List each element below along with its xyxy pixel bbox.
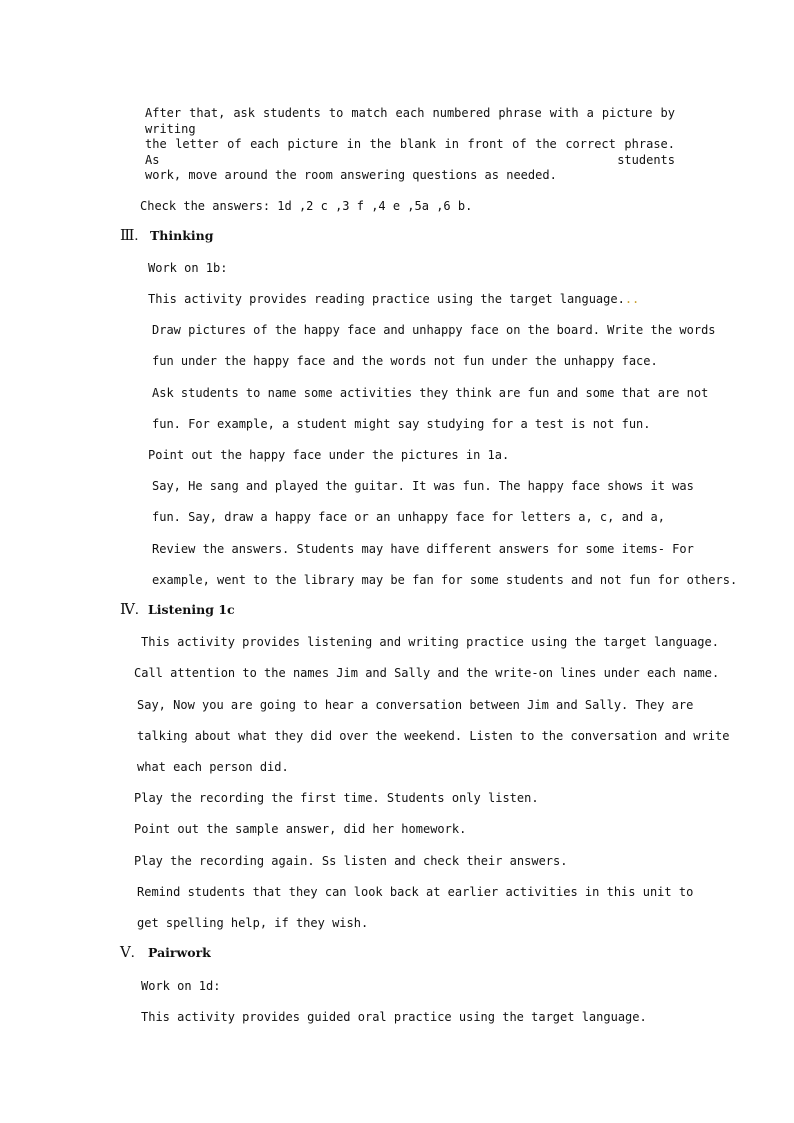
text-line: fun under the happy face and the words not fun under the unhappy face. [152, 354, 658, 368]
section-heading-listening [120, 602, 235, 618]
text-line: Say, Now you are going to hear a conversation between Jim and Sally. They are [137, 698, 694, 712]
text-line: Play the recording again. Ss listen and check their answers. [134, 854, 568, 868]
text-line: the letter of each picture in the blank in front of the correct phrase. As students [145, 137, 675, 167]
text-line: After that, ask students to match each numbered phrase with a picture by writing [145, 106, 675, 136]
section-number: Ⅴ. [120, 945, 135, 961]
text-line: This activity provides guided oral practice using the target language. [141, 1010, 647, 1024]
section-heading-pairwork [120, 945, 211, 961]
text-line: Say, He sang and played the guitar. It was fun. The happy face shows it was [152, 479, 694, 493]
section-heading-thinking [120, 228, 213, 244]
text-line: work, move around the room answering questions as needed. [145, 168, 557, 182]
section-title: Pairwork [148, 945, 211, 960]
text-line-content: This activity provides reading practice using the target language. [148, 292, 625, 306]
text-line: Call attention to the names Jim and Sally and the write-on lines under each name. [134, 666, 720, 680]
text-line [148, 291, 639, 307]
section-title: Thinking [150, 228, 214, 243]
text-line: Check the answers: 1d ,2 c ,3 f ,4 e ,5a ,6 b. [140, 199, 473, 213]
text-line: Point out the sample answer, did her homework. [134, 822, 467, 836]
text-line: Draw pictures of the happy face and unhappy face on the board. Write the words [152, 323, 716, 337]
section-number: Ⅲ. [120, 228, 139, 244]
text-line: talking about what they did over the weekend. Listen to the conversation and write [137, 729, 730, 743]
text-line: This activity provides listening and writing practice using the target language. [141, 635, 719, 649]
text-line: Ask students to name some activities they think are fun and some that are not [152, 386, 709, 400]
text-line: Play the recording the first time. Students only listen. [134, 791, 539, 805]
text-line: fun. Say, draw a happy face or an unhappy face for letters a, c, and a, [152, 510, 665, 524]
text-line: example, went to the library may be fan for some students and not fun for others. [152, 573, 738, 587]
text-line: Work on 1b: [148, 261, 228, 275]
text-line: Point out the happy face under the pictures in 1a. [148, 448, 510, 462]
text-line: Remind students that they can look back at earlier activities in this unit to [137, 885, 694, 899]
section-number: Ⅳ. [120, 602, 139, 618]
text-line: what each person did. [137, 760, 289, 774]
text-line: fun. For example, a student might say studying for a test is not fun. [152, 417, 651, 431]
text-line: get spelling help, if they wish. [137, 916, 369, 930]
section-title: Listening 1c [148, 602, 235, 617]
text-line: Work on 1d: [141, 979, 221, 993]
text-line: Review the answers. Students may have different answers for some items- For [152, 542, 694, 556]
highlight-mark: .. [624, 292, 640, 306]
